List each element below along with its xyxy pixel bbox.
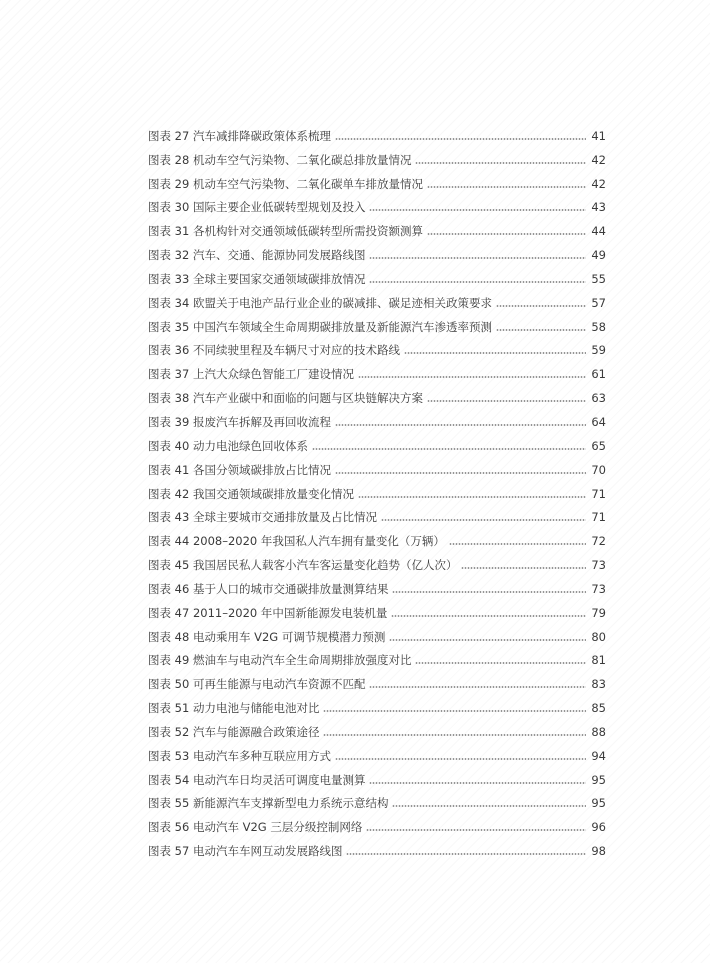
figure-title: 全球主要国家交通领域碳排放情况 bbox=[192, 271, 366, 286]
page-number: 42 bbox=[591, 176, 606, 191]
figure-label: 图表 48 bbox=[148, 629, 190, 644]
figure-title: 2008–2020 年我国私人汽车拥有量变化（万辆） bbox=[192, 534, 445, 549]
toc-entry[interactable] bbox=[148, 453, 606, 477]
figure-title: 动力电池与储能电池对比 bbox=[192, 701, 320, 716]
page-number: 58 bbox=[591, 319, 606, 334]
dot-leader bbox=[358, 376, 586, 378]
figure-title: 燃油车与电动汽车全生命周期排放强度对比 bbox=[192, 653, 412, 668]
figure-label: 图表 34 bbox=[148, 295, 190, 310]
figure-title: 基于人口的城市交通碳排放量测算结果 bbox=[192, 581, 389, 596]
page-number: 94 bbox=[591, 748, 606, 763]
figure-title: 机动车空气污染物、二氧化碳总排放量情况 bbox=[192, 152, 412, 167]
toc-entry[interactable] bbox=[148, 501, 606, 525]
figure-label: 图表 37 bbox=[148, 367, 190, 382]
figure-label: 图表 52 bbox=[148, 724, 190, 739]
figure-title: 2011–2020 年中国新能源发电装机量 bbox=[192, 605, 388, 620]
page-number: 71 bbox=[591, 486, 606, 501]
figure-label: 图表 35 bbox=[148, 319, 190, 334]
toc-entry[interactable] bbox=[148, 572, 606, 596]
page-number: 61 bbox=[591, 367, 606, 382]
toc-entry[interactable] bbox=[148, 524, 606, 548]
toc-entry[interactable] bbox=[148, 739, 606, 763]
toc-entry[interactable] bbox=[148, 548, 606, 572]
figure-label: 图表 39 bbox=[148, 414, 190, 429]
figure-label: 图表 32 bbox=[148, 248, 190, 263]
page-number: 95 bbox=[591, 796, 606, 811]
page-number: 83 bbox=[591, 677, 606, 692]
figure-title: 可再生能源与电动汽车资源不匹配 bbox=[192, 677, 366, 692]
page-number: 65 bbox=[591, 438, 606, 453]
toc-entry[interactable] bbox=[148, 310, 606, 334]
table-of-figures bbox=[148, 119, 606, 858]
toc-entry[interactable] bbox=[148, 667, 606, 691]
figure-label: 图表 31 bbox=[148, 224, 190, 239]
dot-leader bbox=[335, 138, 586, 140]
dot-leader bbox=[323, 710, 586, 712]
figure-title: 报废汽车拆解及再回收流程 bbox=[192, 414, 331, 429]
figure-label: 图表 45 bbox=[148, 558, 190, 573]
figure-title: 汽车与能源融合政策途径 bbox=[192, 724, 320, 739]
figure-label: 图表 53 bbox=[148, 748, 190, 763]
dot-leader bbox=[427, 400, 586, 402]
figure-label: 图表 54 bbox=[148, 772, 190, 787]
figure-label: 图表 51 bbox=[148, 701, 190, 716]
figure-label: 图表 33 bbox=[148, 271, 190, 286]
dot-leader bbox=[392, 591, 586, 593]
page-number: 59 bbox=[591, 343, 606, 358]
dot-leader bbox=[389, 639, 586, 641]
toc-entry[interactable] bbox=[148, 596, 606, 620]
dot-leader bbox=[369, 782, 586, 784]
figure-title: 各国分领域碳排放占比情况 bbox=[192, 462, 331, 477]
toc-entry[interactable] bbox=[148, 691, 606, 715]
figure-label: 图表 55 bbox=[148, 796, 190, 811]
toc-entry[interactable] bbox=[148, 381, 606, 405]
toc-entry[interactable] bbox=[148, 477, 606, 501]
toc-entry[interactable] bbox=[148, 405, 606, 429]
figure-title: 汽车减排降碳政策体系梳理 bbox=[192, 128, 331, 143]
toc-entry[interactable] bbox=[148, 787, 606, 811]
toc-entry[interactable] bbox=[148, 286, 606, 310]
toc-entry[interactable] bbox=[148, 214, 606, 238]
figure-label: 图表 44 bbox=[148, 534, 190, 549]
toc-entry[interactable] bbox=[148, 238, 606, 262]
page-number: 73 bbox=[591, 558, 606, 573]
dot-leader bbox=[335, 472, 586, 474]
toc-entry[interactable] bbox=[148, 763, 606, 787]
figure-title: 上汽大众绿色智能工厂建设情况 bbox=[192, 367, 354, 382]
page-number: 44 bbox=[591, 224, 606, 239]
toc-entry[interactable] bbox=[148, 715, 606, 739]
toc-entry[interactable] bbox=[148, 143, 606, 167]
toc-entry[interactable] bbox=[148, 262, 606, 286]
figure-title: 全球主要城市交通排放量及占比情况 bbox=[192, 510, 377, 525]
dot-leader bbox=[415, 662, 586, 664]
toc-entry[interactable] bbox=[148, 810, 606, 834]
figure-label: 图表 49 bbox=[148, 653, 190, 668]
figure-label: 图表 46 bbox=[148, 581, 190, 596]
toc-entry[interactable] bbox=[148, 167, 606, 191]
figure-label: 图表 47 bbox=[148, 605, 190, 620]
figure-title: 动力电池绿色回收体系 bbox=[192, 438, 308, 453]
figure-title: 各机构针对交通领域低碳转型所需投资额测算 bbox=[192, 224, 423, 239]
page-number: 73 bbox=[591, 581, 606, 596]
dot-leader bbox=[312, 448, 586, 450]
figure-label: 图表 41 bbox=[148, 462, 190, 477]
dot-leader bbox=[392, 805, 586, 807]
page-number: 43 bbox=[591, 200, 606, 215]
toc-entry[interactable] bbox=[148, 357, 606, 381]
dot-leader bbox=[323, 734, 586, 736]
figure-title: 欧盟关于电池产品行业企业的碳减排、碳足迹相关政策要求 bbox=[192, 295, 492, 310]
toc-entry[interactable] bbox=[148, 834, 606, 858]
toc-entry[interactable] bbox=[148, 191, 606, 215]
dot-leader bbox=[369, 209, 586, 211]
dot-leader bbox=[369, 257, 586, 259]
dot-leader bbox=[335, 758, 586, 760]
figure-label: 图表 42 bbox=[148, 486, 190, 501]
figure-title: 电动汽车日均灵活可调度电量测算 bbox=[192, 772, 366, 787]
dot-leader bbox=[415, 162, 586, 164]
page-number: 49 bbox=[591, 248, 606, 263]
figure-label: 图表 50 bbox=[148, 677, 190, 692]
page-number: 42 bbox=[591, 152, 606, 167]
page-number: 72 bbox=[591, 534, 606, 549]
dot-leader bbox=[404, 352, 586, 354]
toc-entry[interactable] bbox=[148, 620, 606, 644]
dot-leader bbox=[369, 686, 586, 688]
page-number: 88 bbox=[591, 724, 606, 739]
page-number: 71 bbox=[591, 510, 606, 525]
dot-leader bbox=[346, 853, 586, 855]
figure-label: 图表 56 bbox=[148, 820, 190, 835]
figure-label: 图表 38 bbox=[148, 391, 190, 406]
page-number: 55 bbox=[591, 271, 606, 286]
figure-label: 图表 40 bbox=[148, 438, 190, 453]
dot-leader bbox=[391, 615, 586, 617]
figure-label: 图表 36 bbox=[148, 343, 190, 358]
figure-title: 电动乘用车 V2G 可调节规模潜力预测 bbox=[192, 629, 386, 644]
page-number: 80 bbox=[591, 629, 606, 644]
page-number: 96 bbox=[591, 820, 606, 835]
dot-leader bbox=[366, 829, 586, 831]
figure-label: 图表 29 bbox=[148, 176, 190, 191]
dot-leader bbox=[449, 543, 586, 545]
figure-title: 汽车产业碳中和面临的问题与区块链解决方案 bbox=[192, 391, 423, 406]
page-number: 70 bbox=[591, 462, 606, 477]
page-number: 41 bbox=[591, 128, 606, 143]
figure-title: 机动车空气污染物、二氧化碳单车排放量情况 bbox=[192, 176, 423, 191]
figure-title: 新能源汽车支撑新型电力系统示意结构 bbox=[192, 796, 389, 811]
figure-label: 图表 27 bbox=[148, 128, 190, 143]
page-number: 79 bbox=[591, 605, 606, 620]
figure-title: 汽车、交通、能源协同发展路线图 bbox=[192, 248, 366, 263]
dot-leader bbox=[335, 424, 586, 426]
figure-title: 不同续驶里程及车辆尺寸对应的技术路线 bbox=[192, 343, 400, 358]
figure-title: 电动汽车多种互联应用方式 bbox=[192, 748, 331, 763]
page-number: 57 bbox=[591, 295, 606, 310]
figure-title: 国际主要企业低碳转型规划及投入 bbox=[192, 200, 366, 215]
toc-entry[interactable] bbox=[148, 119, 606, 143]
figure-title: 我国居民私人载客小汽车客运量变化趋势（亿人次） bbox=[192, 558, 458, 573]
figure-title: 中国汽车领域全生命周期碳排放量及新能源汽车渗透率预测 bbox=[192, 319, 492, 334]
page-number: 98 bbox=[591, 844, 606, 859]
dot-leader bbox=[369, 281, 586, 283]
figure-label: 图表 30 bbox=[148, 200, 190, 215]
page-number: 95 bbox=[591, 772, 606, 787]
figure-label: 图表 28 bbox=[148, 152, 190, 167]
dot-leader bbox=[381, 519, 586, 521]
dot-leader bbox=[358, 496, 586, 498]
toc-entry[interactable] bbox=[148, 429, 606, 453]
dot-leader bbox=[496, 329, 586, 331]
page-number: 63 bbox=[591, 391, 606, 406]
dot-leader bbox=[427, 186, 586, 188]
figure-label: 图表 57 bbox=[148, 844, 190, 859]
dot-leader bbox=[461, 567, 586, 569]
figure-label: 图表 43 bbox=[148, 510, 190, 525]
toc-entry[interactable] bbox=[148, 644, 606, 668]
figure-title: 我国交通领域碳排放量变化情况 bbox=[192, 486, 354, 501]
page-number: 64 bbox=[591, 414, 606, 429]
toc-entry[interactable] bbox=[148, 334, 606, 358]
dot-leader bbox=[496, 305, 586, 307]
figure-title: 电动汽车 V2G 三层分级控制网络 bbox=[192, 820, 363, 835]
figure-title: 电动汽车车网互动发展路线图 bbox=[192, 844, 343, 859]
page-number: 81 bbox=[591, 653, 606, 668]
dot-leader bbox=[427, 233, 586, 235]
page-number: 85 bbox=[591, 701, 606, 716]
